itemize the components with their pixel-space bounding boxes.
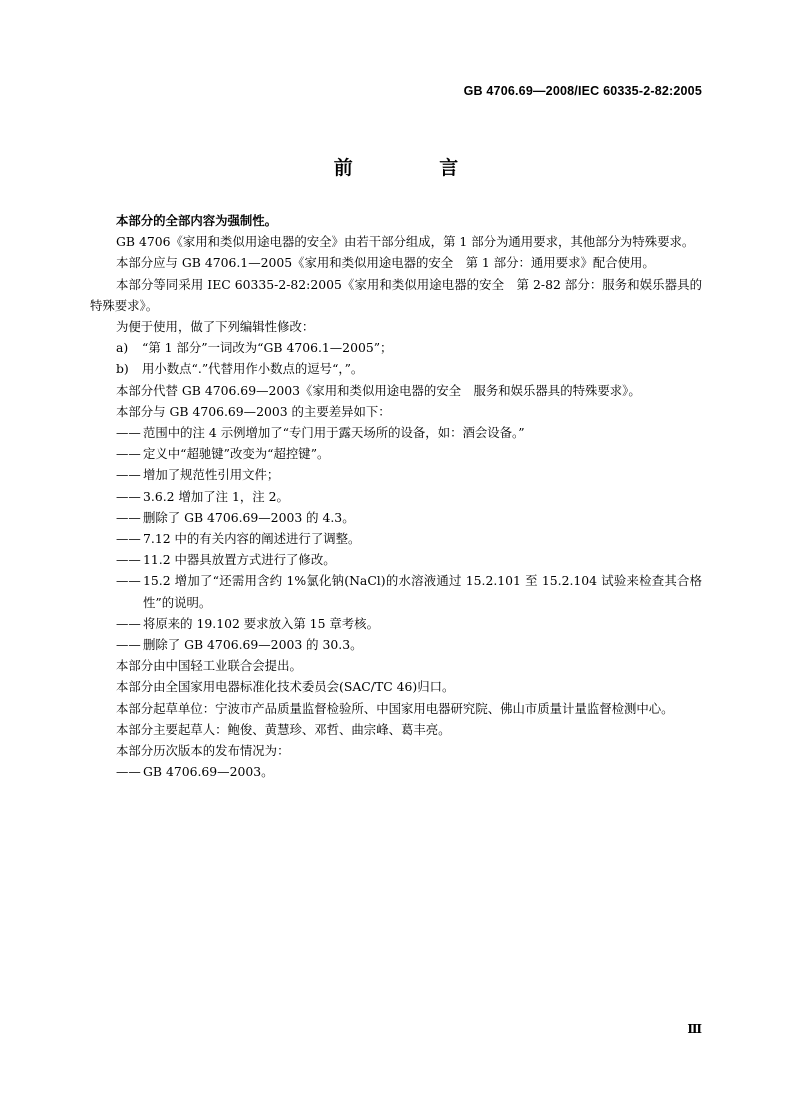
paragraph: 本部分等同采用 IEC 60335-2-82:2005《家用和类似用途电器的安全 第 2-82 部分：服务和娱乐器具的特殊要求》。 [90, 276, 702, 313]
standard-code-header: GB 4706.69—2008/IEC 60335-2-82:2005 [463, 84, 702, 98]
difference-item-text: 将原来的 19.102 要求放入第 15 章考核。 [143, 615, 379, 631]
difference-item [90, 570, 702, 612]
difference-item-text: 15.2 增加了“还需用含约 1%氯化钠(NaCl)的水溶液通过 15.2.101 至 15.2.104 试验来检查其合格性”的说明。 [143, 573, 702, 610]
difference-item-text: 删除了 GB 4706.69—2003 的 30.3。 [143, 637, 363, 653]
paragraph: 本部分代替 GB 4706.69—2003《家用和类似用途电器的安全 服务和娱乐器具的特殊要求》。 [116, 382, 641, 398]
page-title: 前 言 [333, 157, 499, 179]
difference-item [90, 443, 702, 464]
difference-item-text: 删除了 GB 4706.69—2003 的 4.3。 [143, 509, 355, 525]
edit-item [90, 337, 702, 358]
paragraph: 本部分与 GB 4706.69—2003 的主要差异如下： [116, 403, 391, 419]
dash-mark: —— [116, 764, 141, 780]
difference-item-text: 范围中的注 4 示例增加了“专门用于露天场所的设备，如：酒会设备。” [143, 425, 525, 441]
dash-mark: —— [116, 509, 141, 525]
difference-item-text: 11.2 中器具放置方式进行了修改。 [143, 552, 336, 568]
paragraph: 本部分由全国家用电器标准化技术委员会(SAC/TC 46)归口。 [116, 679, 455, 695]
difference-item [90, 422, 702, 443]
difference-item-text: 7.12 中的有关内容的阐述进行了调整。 [143, 531, 361, 547]
difference-item [90, 486, 702, 507]
edit-item-mark: b) [116, 361, 129, 377]
history-item-text: GB 4706.69—2003。 [143, 764, 274, 780]
dash-mark: —— [116, 467, 141, 483]
edit-item-mark: a) [116, 340, 129, 356]
edit-item-text: “第 1 部分”一词改为“GB 4706.1—2005”； [142, 340, 393, 356]
dash-mark: —— [116, 531, 141, 547]
difference-item [90, 507, 702, 528]
paragraph: 本部分起草单位：宁波市产品质量监督检验所、中国家用电器研究院、佛山市质量计量监督检测中心。 [116, 700, 674, 716]
difference-item-text: 增加了规范性引用文件； [143, 467, 280, 483]
difference-item-text: 定义中“超驰键”改变为“超控键”。 [143, 446, 330, 462]
dash-mark: —— [116, 488, 141, 504]
dash-mark: —— [116, 425, 141, 441]
difference-item-text: 3.6.2 增加了注 1，注 2。 [143, 488, 289, 504]
difference-item [90, 634, 702, 655]
edit-item-text: 用小数点“.”代替用作小数点的逗号“，”。 [142, 361, 364, 377]
dash-mark: —— [116, 446, 141, 462]
paragraph: 本部分应与 GB 4706.1—2005《家用和类似用途电器的安全 第 1 部分：通用要求》配合使用。 [116, 255, 655, 271]
paragraph: 本部分历次版本的发布情况为： [116, 743, 290, 759]
difference-item [90, 528, 702, 549]
paragraph: 为便于使用，做了下列编辑性修改： [116, 319, 315, 335]
dash-mark: —— [116, 615, 141, 631]
paragraph: 本部分主要起草人：鲍俊、黄慧珍、邓哲、曲宗峰、葛丰亮。 [116, 721, 451, 737]
paragraph: 本部分由中国轻工业联合会提出。 [116, 658, 302, 674]
foreword-body [90, 210, 702, 782]
difference-item [90, 549, 702, 570]
paragraph: GB 4706《家用和类似用途电器的安全》由若干部分组成，第 1 部分为通用要求，其他部分为特殊要求。 [116, 234, 695, 250]
mandatory-statement: 本部分的全部内容为强制性。 [116, 213, 278, 228]
edit-item [90, 358, 702, 379]
difference-item [90, 613, 702, 634]
history-item [90, 761, 702, 782]
page-number: Ⅲ [687, 1022, 702, 1036]
dash-mark: —— [116, 552, 141, 568]
difference-item [90, 464, 702, 485]
dash-mark: —— [116, 637, 141, 653]
dash-mark: —— [116, 573, 141, 589]
